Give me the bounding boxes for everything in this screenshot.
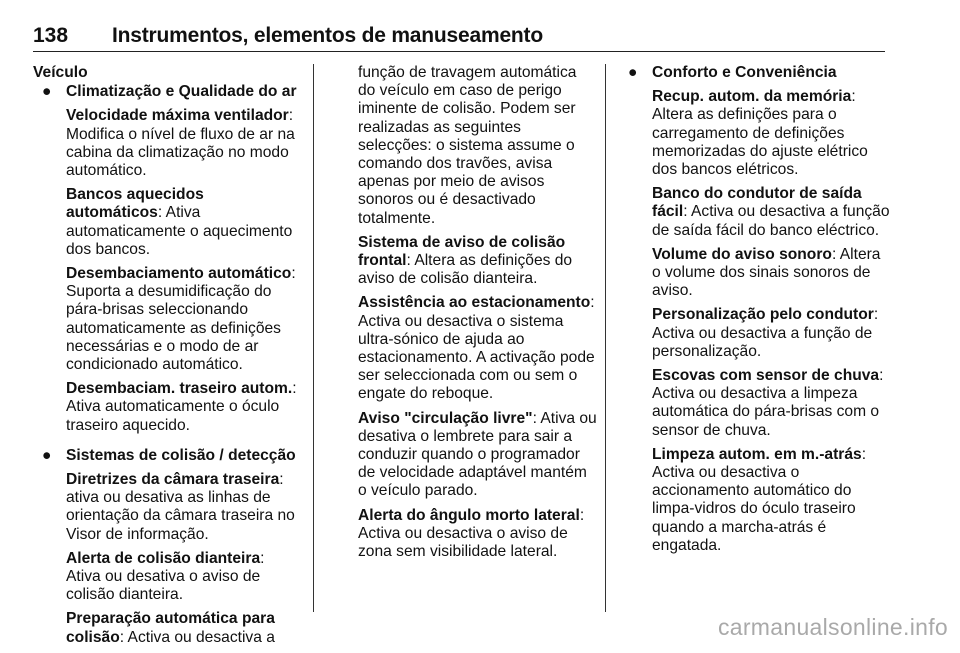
entry-text: : ativa ou desativa as linhas de orientação da câmara traseira no Visor de informação. (66, 471, 295, 543)
column-3 (630, 64, 890, 561)
entry-term: Personalização pelo condutor (652, 306, 874, 324)
entry-text: : Altera o volume dos sinais sonoros de aviso. (652, 245, 881, 300)
entry-volume-aviso (652, 246, 890, 301)
section-title-veiculo: Veículo (33, 64, 88, 81)
bullet-icon: ● (42, 446, 52, 464)
entry-text: : Activa ou desactiva a função de personalização. (652, 306, 879, 360)
header-divider (33, 51, 885, 52)
entry-term: Sistema de aviso de colisão frontal (358, 233, 566, 270)
bullet-conforto (630, 64, 890, 555)
entry-text: : Altera as definições do aviso de colisão dianteira. (358, 252, 573, 288)
entry-text: : Modifica o nível de fluxo de ar na cabina da climatização no modo automático. (66, 107, 295, 180)
entry-text: : Ativa automaticamente o aquecimento dos bancos. (66, 204, 293, 258)
entry-assistencia-estacionamento (358, 294, 598, 403)
page-number: 138 (33, 24, 69, 47)
entry-term: Desembaciamento automático (66, 265, 292, 283)
bullet-title: Conforto e Conveniência (652, 64, 837, 81)
entry-term: Alerta de colisão dianteira (66, 549, 261, 567)
entry-term: Volume do aviso sonoro (652, 245, 832, 263)
entry-personalizacao (652, 306, 890, 361)
entry-text: : Ativa ou desativa o aviso de colisão dianteira. (66, 549, 265, 604)
entry-aviso-circulacao-livre (358, 410, 598, 501)
entry-desembaciamento (66, 265, 301, 374)
entry-term: Velocidade máxima ventilador (66, 107, 289, 125)
bullet-title: Sistemas de colisão / detecção (66, 446, 296, 464)
entry-text: : Altera as definições para o carregamento de definições memorizadas do ajuste elétrico dos bancos elétricos. (652, 88, 868, 179)
entry-banco-saida-facil (652, 185, 890, 240)
column-divider (605, 64, 606, 612)
bullet-sistemas-colisao (33, 447, 301, 647)
entry-recup-memoria (652, 88, 890, 179)
entry-text: : Activa ou desactiva o aviso de zona sem visibilidade lateral. (358, 506, 585, 561)
entry-term: Diretrizes da câmara traseira (66, 471, 280, 489)
entry-desembaciam-traseiro (66, 380, 301, 435)
entry-term: Assistência ao estacionamento (358, 294, 591, 312)
entry-text: : Activa ou desactiva o accionamento automático do limpa-vidros do óculo traseiro quando a marcha-atrás é engatada. (652, 445, 867, 554)
entry-term: Recup. autom. da memória (652, 88, 852, 106)
entry-limpeza-marcha-atras (652, 446, 890, 555)
bullet-climatizacao (33, 83, 301, 435)
entry-text: : Ativa ou desativa o lembrete para sair a conduzir quando o programador de velocidade adaptável mantém o veículo parado. (358, 409, 597, 500)
watermark: carmanualsonline.info (717, 614, 948, 640)
entry-term: Escovas com sensor de chuva (652, 367, 880, 385)
entry-term: Limpeza autom. em m.-atrás (652, 445, 862, 463)
entry-escovas-sensor (652, 367, 890, 440)
entry-term: Alerta do ângulo morto lateral (358, 506, 580, 524)
column-2 (358, 64, 598, 567)
entry-diretrizes-camara (66, 471, 301, 544)
entry-text: : Activa ou desactiva a função de saída fácil do banco eléctrico. (652, 203, 890, 239)
entry-preparacao-colisao (66, 610, 301, 646)
page-title: Instrumentos, elementos de manuseamento (112, 24, 543, 47)
entry-term: Preparação automática para colisão (66, 610, 275, 646)
entry-term: Banco do condutor de saída fácil (652, 185, 862, 221)
entry-velocidade-ventilador (66, 107, 301, 180)
entry-text: : Activa ou desactiva a limpeza automática do pára-brisas com o sensor de chuva. (652, 367, 884, 439)
column-divider (313, 64, 314, 612)
bullet-icon: ● (628, 64, 638, 81)
entry-aviso-colisao-frontal (358, 234, 598, 289)
bullet-title: Climatização e Qualidade do ar (66, 83, 297, 101)
entry-alerta-angulo-morto (358, 507, 598, 562)
bullet-icon: ● (42, 83, 52, 101)
entry-continuation: função de travagem automática do veículo em caso de perigo iminente de colisão. Podem ser realizadas as seguintes selecções: o sistema assume o comando dos travões, avisa apenas por meio de avisos sonoros ou é desactivado totalmente. (358, 64, 577, 227)
entry-text: : Ativa automaticamente o óculo traseiro aquecido. (66, 380, 297, 434)
entry-term: Aviso "circulação livre" (358, 409, 533, 427)
entry-term: Desembaciam. traseiro autom. (66, 380, 293, 398)
column-1 (33, 64, 301, 653)
page-header (33, 24, 885, 52)
entry-alerta-colisao (66, 550, 301, 605)
entry-text: : Activa ou desactiva a (119, 628, 275, 646)
entry-term: Bancos aquecidos automáticos (66, 186, 204, 222)
entry-text: : Suporta a desumidificação do pára-brisas seleccionando automaticamente as definições necessárias e o modo de ar condicionado automático. (66, 265, 296, 374)
entry-bancos-aquecidos (66, 186, 301, 259)
entry-text: : Activa ou desactiva o sistema ultra-sónico de ajuda ao estacionamento. A activação pode ser seleccionada com ou sem o engate do reboque. (358, 294, 595, 403)
